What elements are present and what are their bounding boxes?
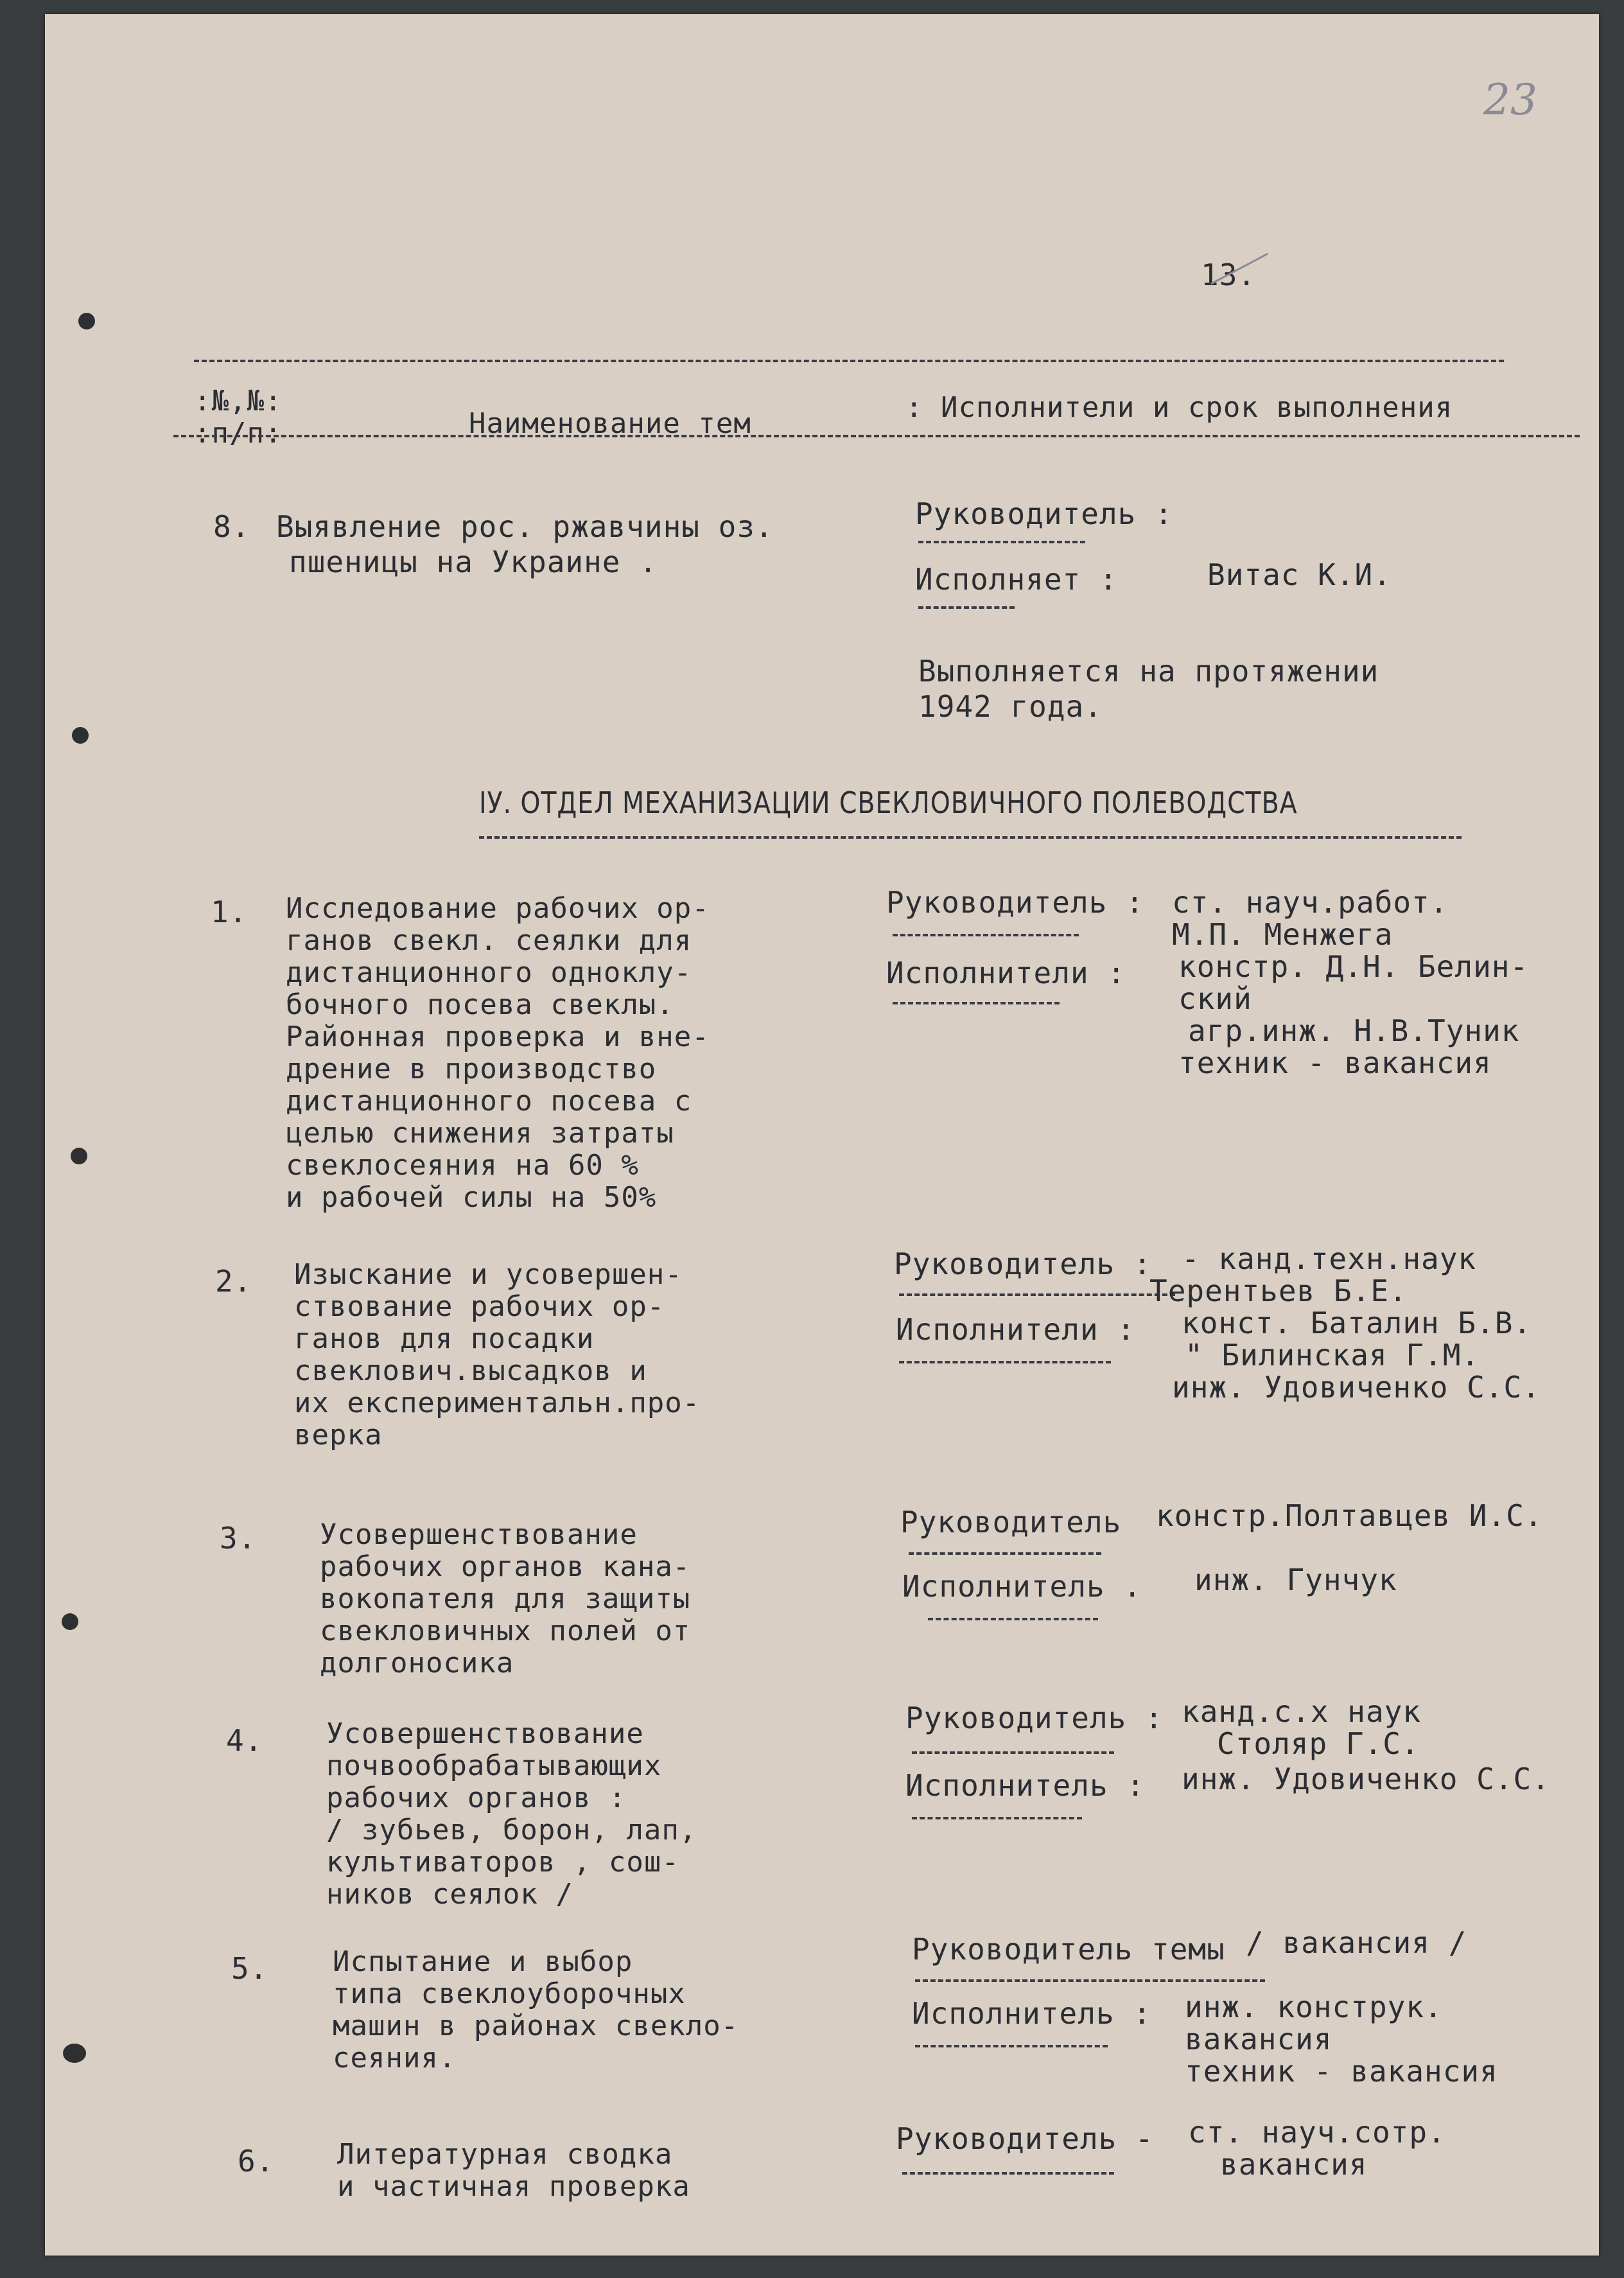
executor-name: агр.инж. Н.В.Туник [1188,1013,1520,1048]
entry-title-line: Выявление рос. ржавчины оз. [276,509,774,544]
term-line: 1942 года. [918,689,1103,724]
entry-title-line: ствование рабочих ор- [294,1290,665,1323]
header-rule-top [194,360,1504,362]
leader-name: М.П. Менжега [1172,917,1393,952]
leader-name: ст. науч.сотр. [1188,2115,1446,2150]
label-underline [899,1293,1175,1296]
leader-name: констр.Полтавцев И.С. [1156,1498,1543,1533]
label-underline [918,541,1085,543]
entry-title-line: целью снижения затраты [286,1117,674,1150]
header-topic-col: Наименование тем [469,407,751,440]
entry-title-line: долгоносика [320,1647,514,1679]
punch-hole [71,1148,87,1164]
leader-label: Руководитель [900,1505,1122,1539]
label-underline [912,1817,1082,1819]
entry-title-line: машин в районах свекло- [333,2010,739,2042]
entry-title-line: ников сеялок / [326,1878,573,1911]
entry-title-line: и частичная проверка [337,2170,690,2203]
leader-label: Руководитель : [886,885,1144,920]
entry-title-line: Изыскание и усовершен- [294,1258,683,1291]
label-underline [912,1751,1114,1754]
executor-name: инж. Гунчук [1194,1563,1397,1597]
executor-name: техник - вакансия [1178,1046,1492,1080]
page-number: 13. [1201,258,1257,292]
document-page [45,14,1599,2256]
executor-name: Витас К.И. [1207,557,1392,592]
entry-title-line: рабочих органов : [326,1782,627,1814]
executor-name: вакансия [1185,2022,1332,2056]
leader-name: вакансия [1220,2147,1368,2182]
leader-name: канд.с.х наук [1182,1694,1422,1729]
entry-number: 6. [238,2144,275,2178]
entry-title-line: культиваторов , сош- [326,1846,679,1879]
entry-title-line: Усовершенствование [320,1518,638,1551]
label-underline [928,1618,1098,1620]
entry-title-line: верка [294,1419,383,1451]
leader-label: Руководитель - [896,2121,1154,2156]
entry-title-line: Испытание и выбор [333,1945,633,1978]
section-underline [479,836,1462,839]
header-num-col: :№,№: [194,385,283,417]
executor-name: инж. конструк. [1185,1990,1443,2024]
entry-title-line: дрение в производство [286,1053,657,1085]
executor-name: ский [1178,981,1252,1016]
term-line: Выполняется на протяжении [918,654,1379,688]
entry-number: 8. [213,509,250,544]
label-underline [893,934,1079,936]
entry-title-line: ганов свекл. сеялки для [286,924,692,957]
label-underline [909,1552,1101,1555]
executor-label: Исполнители : [886,956,1126,990]
entry-title-line: Усовершенствование [326,1717,644,1750]
executor-name: конст. Баталин Б.В. [1182,1306,1532,1340]
punch-hole [62,1613,78,1630]
executor-name: констр. Д.Н. Белин- [1178,949,1529,984]
entry-title-line: ганов для посадки [294,1322,595,1355]
leader-label: Руководитель темы [912,1932,1225,1967]
entry-title-line: почвообрабатывающих [326,1749,662,1782]
leader-label: Руководитель : [894,1247,1152,1281]
entry-title-line: свеклович.высадков и [294,1354,647,1387]
entry-title-line: свеклосеяния на 60 % [286,1149,639,1182]
entry-title-line: дистанционного посева с [286,1085,692,1117]
executor-label: Исполнитель : [905,1768,1146,1803]
entry-title-line: пшеницы на Украине . [289,545,658,579]
label-underline [915,1979,1265,1982]
entry-number: 5. [231,1951,268,1986]
entry-title-line: дистанционного одноклу- [286,956,692,989]
entry-number: 4. [226,1723,263,1758]
punch-hole [72,727,89,744]
executor-name: инж. Удовиченко С.С. [1182,1762,1550,1796]
executor-label: Исполнитель : [912,1996,1152,2031]
leader-label: Руководитель : [905,1701,1164,1735]
punch-hole [78,313,95,329]
entry-title-line: Районная проверка и вне- [286,1021,710,1053]
executor-name: техник - вакансия [1185,2054,1498,2089]
label-underline [893,1002,1060,1004]
entry-title-line: / зубьев, борон, лап, [326,1814,697,1846]
punch-hole [63,2044,86,2063]
label-underline [918,606,1015,609]
entry-title-line: рабочих органов кана- [320,1550,691,1583]
entry-title-line: и рабочей силы на 50% [286,1181,657,1214]
entry-title-line: вокопателя для защиты [320,1582,691,1615]
entry-title-line: бочного посева свеклы. [286,988,674,1021]
entry-number: 3. [220,1521,257,1555]
leader-name: / вакансия / [1246,1925,1467,1960]
leader-label: Руководитель : [915,496,1173,531]
label-underline [902,2172,1114,2175]
archive-number: 23 [1483,75,1537,125]
header-executor-col: : Исполнители и срок выполнения [905,391,1453,424]
entry-number: 2. [215,1264,252,1299]
label-underline [915,2045,1108,2047]
executor-name: инж. Удовиченко С.С. [1172,1370,1541,1405]
leader-name: Терентьев Б.Е. [1149,1274,1408,1308]
entry-title-line: свекловичных полей от [320,1615,691,1647]
leader-name: - канд.техн.наук [1182,1241,1477,1276]
entry-title-line: типа свеклоуборочных [333,1977,686,2010]
entry-number: 1. [211,895,248,929]
entry-title-line: Исследование рабочих ор- [286,892,710,925]
header-num-col: :п/п: [194,417,283,450]
entry-title-line: Литературная сводка [337,2138,673,2171]
executor-label: Исполнители : [896,1312,1136,1347]
executor-label: Исполнитель . [902,1569,1142,1604]
section-heading: IУ. ОТДЕЛ МЕХАНИЗАЦИИ СВЕКЛОВИЧНОГО ПОЛЕВОДСТВА [479,785,1298,820]
executor-label: Исполняет : [915,562,1118,597]
entry-title-line: сеяния. [333,2042,457,2074]
executor-name: " Билинская Г.М. [1185,1338,1480,1372]
leader-name: Столяр Г.С. [1217,1726,1420,1761]
label-underline [899,1361,1111,1363]
leader-name: ст. науч.работ. [1172,885,1449,920]
header-rule-bottom [173,435,1580,437]
entry-title-line: их експериментальн.про- [294,1387,701,1419]
